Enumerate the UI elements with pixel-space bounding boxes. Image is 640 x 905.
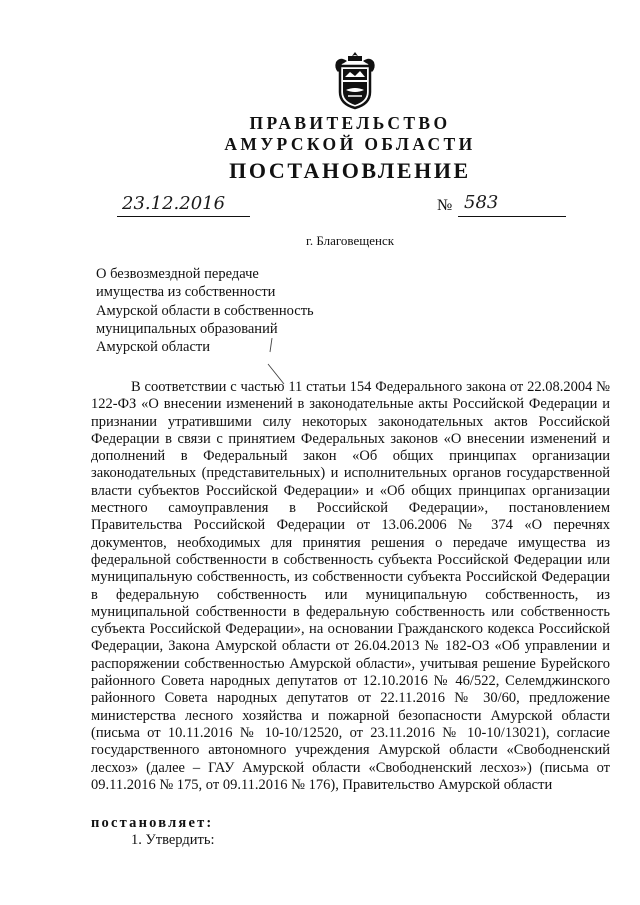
preamble-text: В соответствии с частью 11 статьи 154 Федерального закона от 22.08.2004 № 122-ФЗ «О внесении изменений в законодательные акты Российской Федерации и признании утратившими силу некоторых законодательных актов Российской Федерации в связи с принятием Федеральных законов «О внесении изменений и дополнений в Федеральный закон «Об общих принципах организации законодательных (представительных) и исполнительных органов государственной власти субъектов Российской Федерации» и «Об общих принципах организации местного самоуправления в Российской Федерации», постановлением Правительства Российской Федерации от 13.06.2006 № 374 «О перечнях документов, необходимых для принятия решения о передаче имущества из федеральной собственности в собственность субъекта Российской Федерации или муниципальную собственность, из собственности субъекта Российской Федерации в федеральную собственность или муниципальную собственность, из муниципальной собственности в федеральную собственность или собственность субъекта Российской Федерации», на основании Гражданского кодекса Российской Федерации, Закона Амурской области от 26.04.2013 № 182-ОЗ «Об управлении и распоряжении собственностью Амурской области», учитывая решение Бурейского районного Совета народных депутатов от 12.10.2016 № 46/522, Селемджинского районного Совета народных депутатов от 22.11.2016 № 30/60, предложение министерства лесного хозяйства и пожарной безопасности Амурской области (письма от 10.11.2016 № 10-10/12520, от 23.11.2016 № 10-10/13021), согласие государственного автономного учреждения Амурской области «Свободненский лесхоз» (далее – ГАУ Амурской области «Свободненский лесхоз») (письма от 09.11.2016 № 175, от 09.11.2016 № 176), Правительство Амурской области [91, 379, 610, 793]
document-subject [96, 265, 356, 356]
resolves-heading: постановляет: [91, 815, 214, 831]
subject-line: О безвозмездной передаче [96, 266, 259, 282]
document-date: 23.12.2016 [122, 193, 226, 214]
subject-line: Амурской области [96, 339, 210, 356]
number-label: № [437, 197, 453, 214]
subject-line: муниципальных образований [96, 320, 278, 337]
subject-line: Амурской области в собственность [96, 302, 314, 319]
subject-line: имущества из собственности [96, 284, 276, 301]
coat-of-arms-emblem [330, 50, 380, 110]
government-name-line1: ПРАВИТЕЛЬСТВО [249, 113, 451, 133]
item-1-text: 1. Утвердить: [131, 832, 215, 848]
document-type-title: ПОСТАНОВЛЕНИЕ [229, 158, 471, 183]
city-name: г. Благовещенск [305, 233, 395, 248]
document-number: 583 [464, 192, 499, 213]
government-name-line2: АМУРСКОЙ ОБЛАСТИ [224, 134, 476, 154]
